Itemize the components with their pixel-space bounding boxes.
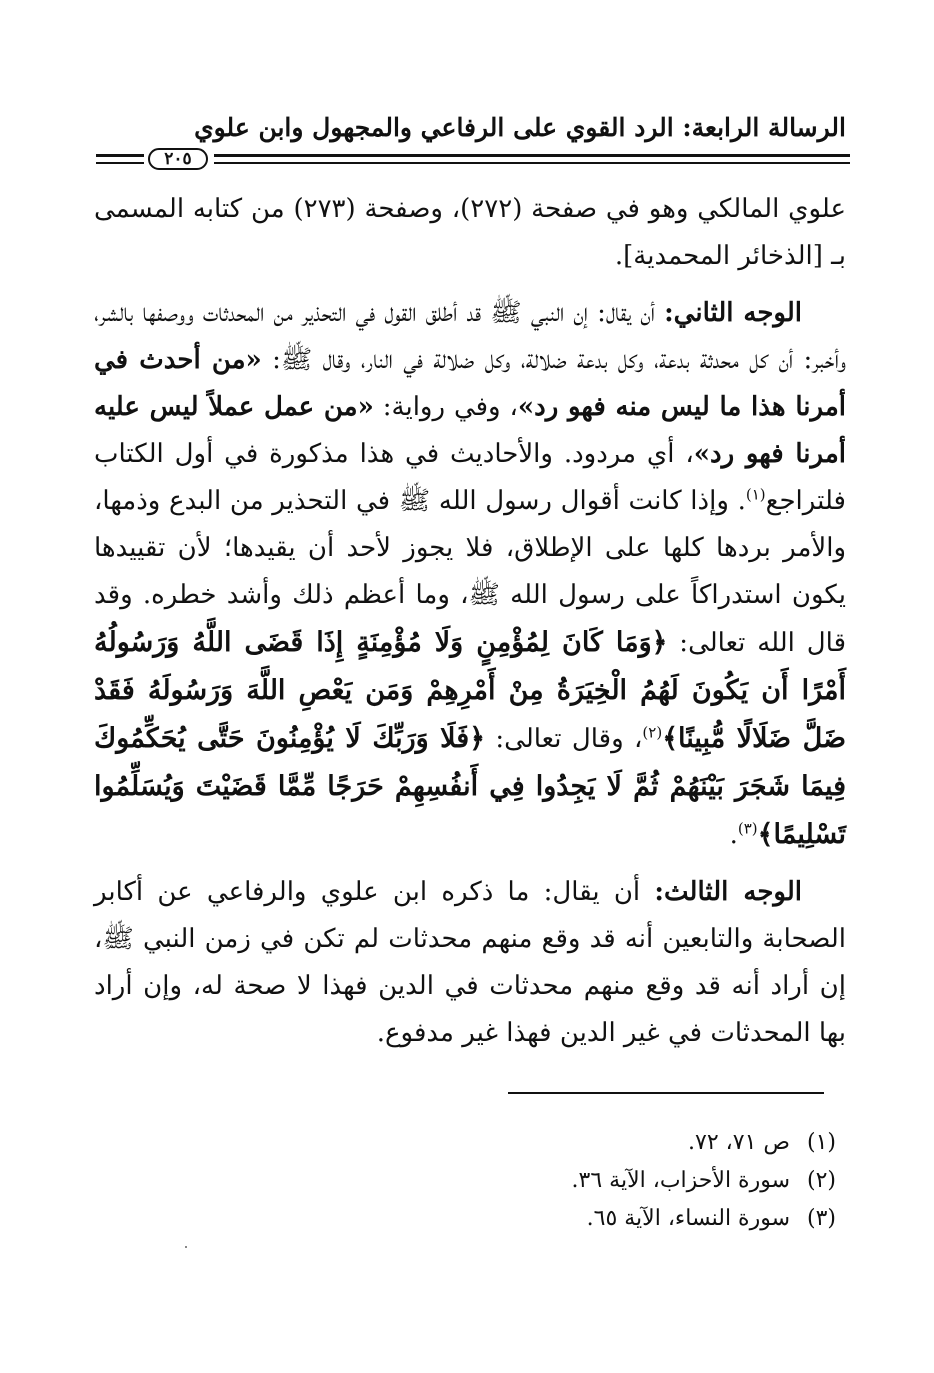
footnote-text: سورة الأحزاب، الآية ٣٦. (571, 1168, 790, 1193)
footnote-text: سورة النساء، الآية ٦٥. (586, 1206, 790, 1231)
footnote-separator (508, 1092, 824, 1094)
text-run: أن يقال: إن النبي ﷺ قد أطلق القول في التحذير من المحدثات ووصفها بالشر، وأخبر: أن كل محدثة بدعة، وكل بدعة ضلالة، وكل ضلالة في النار، وقال ﷺ: (94, 298, 847, 375)
text-run: أن يقال: ما ذكره ابن علوي والرفاعي عن أكابر الصحابة والتابعين أنه قد وقع منهم محدثات لم تكن في زمن النبي ﷺ، إن أراد أنه قد وقع منهم محدثات في الدين فهذا لا صحة له، وإن أراد بها المحدثات في غير الدين فهذا غير مدفوع. (94, 877, 846, 1048)
text-run: ، وقال تعالى: (485, 724, 643, 754)
text-run: . وإذا كانت أقوال رسول الله ﷺ في التحذير من البدع وذمها، والأمر بردها كلها على الإطلاق، فلا يجوز لأحد أن يقيدها؛ لأن تقييدها يكون استدراكاً على رسول الله ﷺ، وما أعظم ذلك وأشد خطره. وقد قال الله تعالى: (94, 486, 847, 658)
footnote-item (116, 1124, 836, 1162)
paragraph-third-aspect (94, 869, 846, 1057)
quran-verse-2: ﴿فَلَا وَرَبِّكَ لَا يُؤْمِنُونَ حَتَّى يُحَكِّمُوكَ فِيمَا شَجَرَ بَيْنَهُمْ ثُمَّ لَا يَجِدُوا فِي أَنفُسِهِمْ حَرَجًا مِّمَّا قَضَيْتَ وَيُسَلِّمُوا تَسْلِيمًا﴾ (94, 723, 846, 850)
section-lead-third: الوجه الثالث: (654, 877, 802, 907)
text-run: ، أي مردود. والأحاديث في هذا مذكورة في أول الكتاب فلتراجع (94, 439, 846, 516)
page-number: ٢٠٥ (148, 148, 208, 170)
paragraph-continued: علوي المالكي وهو في صفحة (٢٧٢)، وصفحة (٢٧٣) من كتابه المسمى بـ [الذخائر المحمدية]. (94, 194, 846, 271)
header-rule-short (96, 154, 144, 164)
running-header-title: الرسالة الرابعة: الرد القوي على الرفاعي والمجهول وابن علوي (194, 113, 846, 142)
footnote-number: (١) (806, 1130, 836, 1155)
footnote-ref-3: (٣) (737, 819, 758, 838)
footnote-ref-1: (١) (745, 485, 766, 504)
header-rule (96, 148, 850, 170)
footnote-number: (٣) (806, 1206, 836, 1231)
footnote-text: ص ٧١، ٧٢. (688, 1130, 790, 1155)
footnote-item (116, 1200, 836, 1238)
paragraph-second-aspect (94, 290, 846, 859)
footnotes (116, 1124, 836, 1238)
footnote-item (116, 1162, 836, 1200)
quran-verse-1: ﴿وَمَا كَانَ لِمُؤْمِنٍ وَلَا مُؤْمِنَةٍ إِذَا قَضَى اللَّهُ وَرَسُولُهُ أَمْرًا أَن يَكُونَ لَهُمُ الْخِيَرَةُ مِنْ أَمْرِهِمْ وَمَن يَعْصِ اللَّهَ وَرَسُولَهُ فَقَدْ ضَلَّ ضَلَالًا مُّبِينًا﴾ (94, 627, 846, 754)
text-run: . (729, 820, 738, 850)
footnote-ref-2: (٢) (642, 723, 663, 742)
header-rule-long (214, 154, 850, 164)
hadith-quote-2: «من عمل عملاً ليس عليه أمرنا فهو رد» (94, 392, 846, 469)
footnote-number: (٢) (806, 1168, 836, 1193)
text-run: ، وفي رواية: (373, 392, 518, 422)
scan-speck (185, 1246, 187, 1248)
hadith-quote-1: «من أحدث في أمرنا هذا ما ليس منه فهو رد» (94, 345, 846, 422)
main-text (94, 186, 846, 1057)
section-lead-second: الوجه الثاني: (664, 298, 802, 328)
